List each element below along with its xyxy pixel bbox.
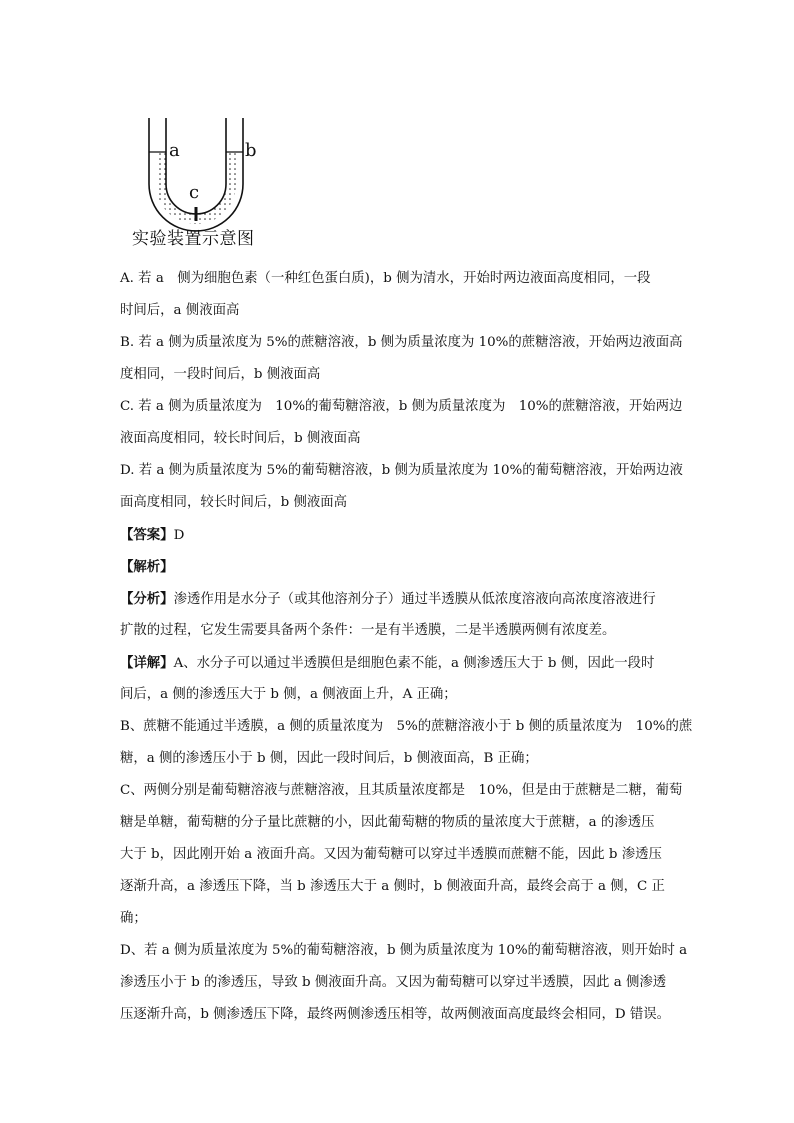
option-c-line-2: 液面高度相同，较长时间后，b 侧液面高: [120, 431, 361, 446]
xiangjie-tag: 【详解】: [120, 655, 174, 671]
fenxi-line-2: 扩散的过程，它发生需要具备两个条件：一是有半透膜，二是半透膜两侧有浓度差。: [120, 623, 616, 638]
option-d-line-2: 面高度相同，较长时间后，b 侧液面高: [120, 495, 348, 510]
fenxi-line-1: [120, 583, 680, 615]
xiangjie-line-6: 糖是单糖，葡萄糖的分子量比蔗糖的小，因此葡萄糖的物质的量浓度大于蔗糖，a 的渗透压: [120, 815, 655, 830]
analysis-heading: 【解析】: [120, 559, 174, 575]
xiangjie-line-9: 确；: [120, 911, 147, 926]
xiangjie-line-3: B、蔗糖不能通过半透膜，a 侧的质量浓度为 5%的蔗糖溶液小于 b 侧的质量浓度为 10%的蔗: [120, 719, 693, 734]
xiangjie-line-10: D、若 a 侧为质量浓度为 5%的葡萄糖溶液，b 侧为质量浓度为 10%的葡萄糖溶液，则开始时 a: [120, 943, 688, 958]
figure-caption: 实验装置示意图: [132, 229, 255, 249]
xiangjie-line-5: C、两侧分别是葡萄糖溶液与蔗糖溶液，且其质量浓度都是 10%，但是由于蔗糖是二糖，葡萄: [120, 783, 683, 798]
option-c-line-1: C. 若 a 侧为质量浓度为 10%的葡萄糖溶液，b 侧为质量浓度为 10%的蔗糖溶液，开始两边: [120, 399, 683, 414]
xiangjie-line-11: 渗透压小于 b 的渗透压，导致 b 侧液面升高。又因为葡萄糖可以穿过半透膜，因此 a 侧渗透: [120, 975, 667, 990]
answer-line: [120, 519, 680, 551]
xiangjie-line-12: 压逐渐升高，b 侧渗透压下降，最终两侧渗透压相等，故两侧液面高度最终会相同，D 错误。: [120, 1007, 671, 1022]
option-d-line-1: D. 若 a 侧为质量浓度为 5%的葡萄糖溶液，b 侧为质量浓度为 10%的葡萄糖溶液，开始两边液: [120, 463, 683, 478]
option-b-line-1: B. 若 a 侧为质量浓度为 5%的蔗糖溶液，b 侧为质量浓度为 10%的蔗糖溶液，开始两边液面高: [120, 335, 683, 350]
answer-value: D: [173, 528, 185, 543]
xiangjie-line-2: 间后，a 侧的渗透压大于 b 侧，a 侧液面上升，A 正确；: [120, 687, 457, 702]
option-a-line-2: 时间后，a 侧液面高: [120, 303, 240, 318]
label-b: b: [245, 140, 257, 161]
xiangjie-line-7: 大于 b，因此刚开始 a 液面升高。又因为葡萄糖可以穿过半透膜而蔗糖不能，因此 b 渗透压: [120, 847, 662, 862]
label-c: c: [189, 182, 200, 203]
fenxi-text-1: 渗透作用是水分子（或其他溶剂分子）通过半透膜从低浓度溶液向高浓度溶液进行: [173, 592, 656, 607]
answer-tag: 【答案】: [120, 527, 174, 543]
u-tube-diagram: [128, 112, 278, 232]
option-a-line-1: A. 若 a 侧为细胞色素（一种红色蛋白质)，b 侧为清水，开始时两边液面高度相同，一段: [120, 271, 651, 286]
question-options: [120, 263, 693, 1031]
option-b-line-2: 度相同，一段时间后，b 侧液面高: [120, 367, 321, 382]
xiangjie-line-1: [120, 647, 680, 679]
xiangjie-text-1: A、水分子可以通过半透膜但是细胞色素不能，a 侧渗透压大于 b 侧，因此一段时: [173, 656, 655, 671]
label-a: a: [169, 140, 180, 161]
xiangjie-line-8: 逐渐升高，a 渗透压下降，当 b 渗透压大于 a 侧时，b 侧液面升高，最终会高于 a 侧，C 正: [120, 879, 665, 894]
fenxi-tag: 【分析】: [120, 591, 174, 607]
xiangjie-line-4: 糖，a 侧的渗透压小于 b 侧，因此一段时间后，b 侧液面高，B 正确；: [120, 751, 538, 766]
